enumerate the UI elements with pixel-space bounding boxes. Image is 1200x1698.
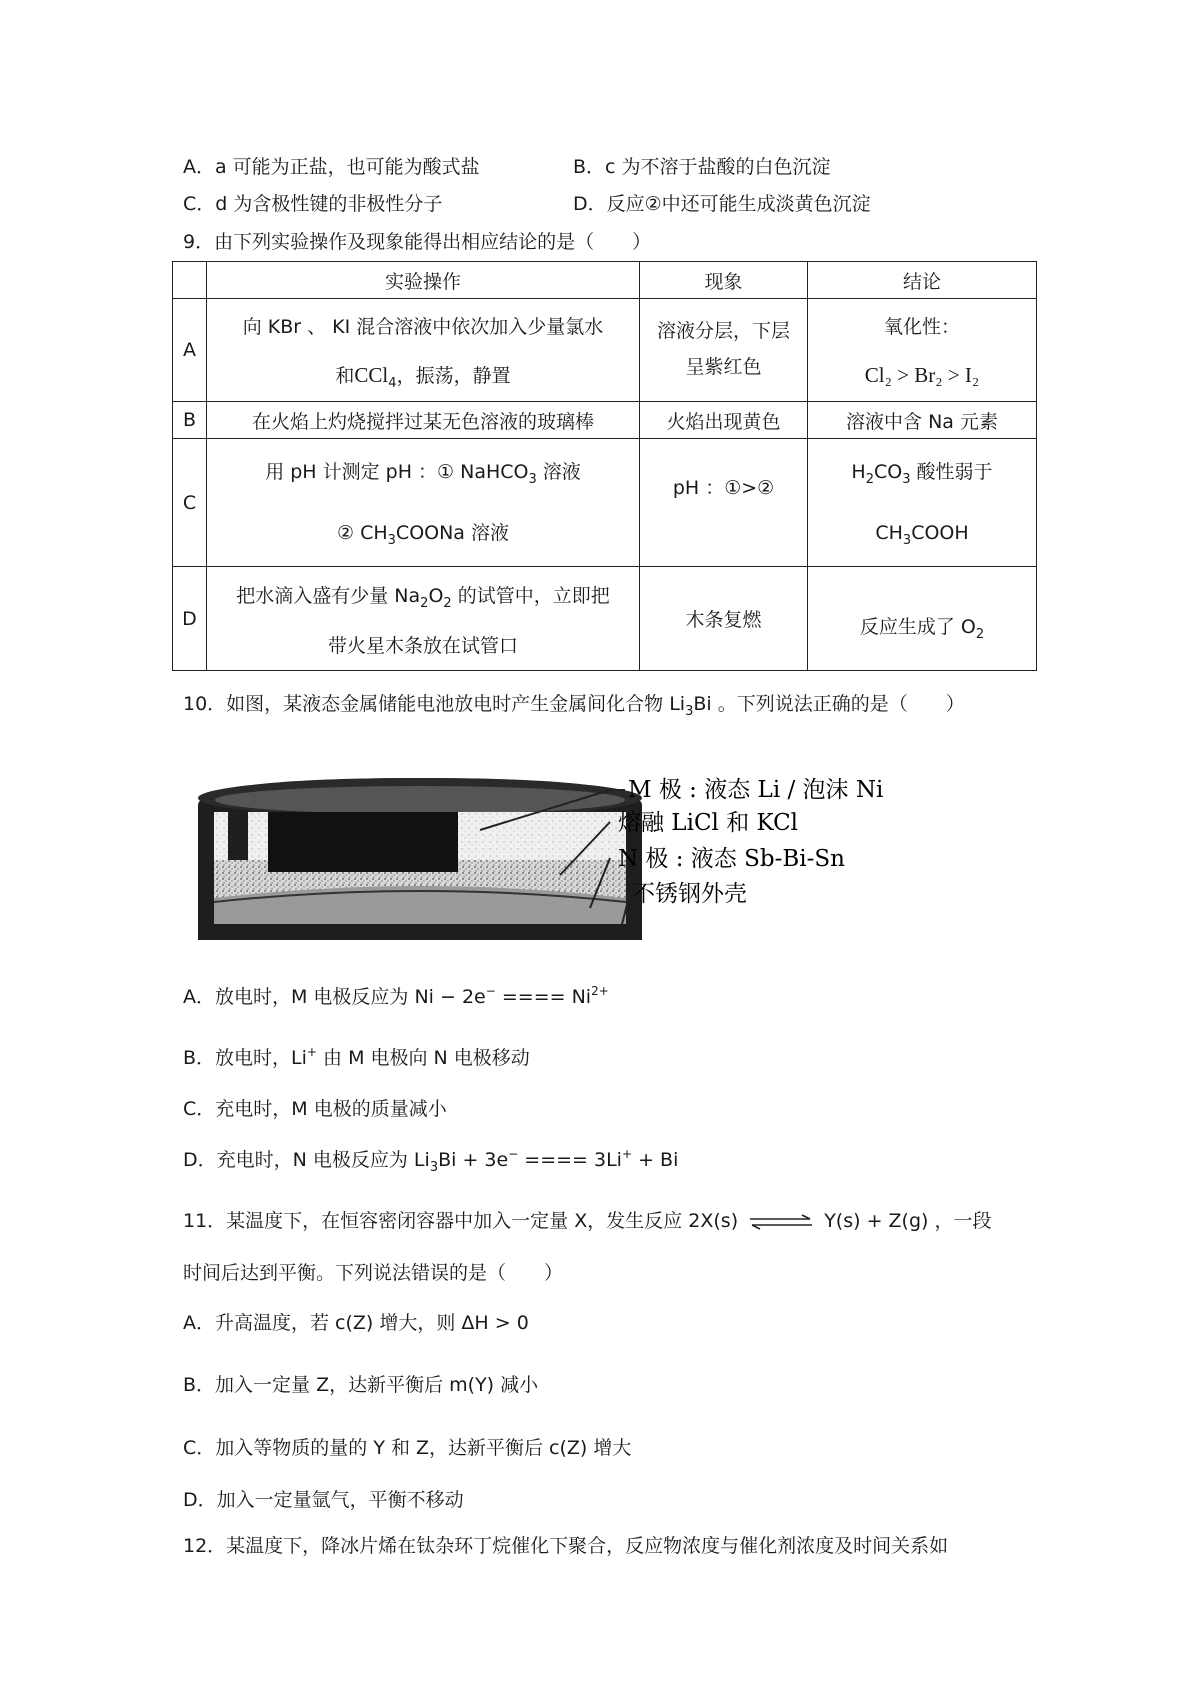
q11-stem-line-2: 时间后达到平衡。下列说法错误的是（ ） <box>183 1262 564 1284</box>
q8-option-b: B．c 为不溶于盐酸的白色沉淀 <box>573 156 831 178</box>
table-row <box>173 439 1037 567</box>
q11-option-c: C．加入等物质的量的 Y 和 Z，达新平衡后 c(Z) 增大 <box>183 1437 632 1459</box>
table-header-blank <box>173 262 207 299</box>
table-header-operation: 实验操作 <box>207 262 640 299</box>
q9-stem: 9．由下列实验操作及现象能得出相应结论的是（ ） <box>183 231 652 253</box>
operation-cell <box>207 567 640 671</box>
operation-line-1: 用 pH 计测定 pH ：① NaHCO$_3$ 溶液 <box>265 460 581 487</box>
q11-stem-line-1: 11．某温度下，在恒容密闭容器中加入一定量 X，发生反应 2X(s) Y(s) + Z(g) ，一段 <box>183 1210 992 1232</box>
q8-option-a: A．a 可能为正盐，也可能为酸式盐 <box>183 156 480 178</box>
q11-option-b: B．加入一定量 Z，达新平衡后 m(Y) 减小 <box>183 1374 539 1396</box>
m-electrode <box>268 812 458 872</box>
q11-option-d: D．加入一定量氩气，平衡不移动 <box>183 1489 464 1511</box>
operation-cell: 在火焰上灼烧搅拌过某无色溶液的玻璃棒 <box>207 402 640 439</box>
row-label: D <box>173 567 207 671</box>
label-molten-salt: 熔融 LiCl 和 KCl <box>618 810 799 836</box>
q12-stem: 12．某温度下，降冰片烯在钛杂环丁烷催化下聚合，反应物浓度与催化剂浓度及时间关系如 <box>183 1535 949 1557</box>
label-n-electrode: N 极 : 液态 Sb-Bi-Sn <box>618 846 845 872</box>
q10-option-c: C．充电时，M 电极的质量减小 <box>183 1098 447 1120</box>
q8-option-c: C．d 为含极性键的非极性分子 <box>183 193 443 215</box>
operation-cell <box>207 299 640 402</box>
conclusion-cell: 溶液中含 Na 元素 <box>808 402 1037 439</box>
operation-line-1: 向 KBr 、 KI 混合溶液中依次加入少量氯水 <box>242 315 604 338</box>
experiment-table <box>172 261 1037 671</box>
phenomenon-cell: 木条复燃 <box>640 567 808 671</box>
q10-stem: 10．如图，某液态金属储能电池放电时产生金属间化合物 $Li_3Bi$ 。下列说法正确的是（ ） <box>183 693 965 719</box>
q10-option-b: B．放电时，Li+ 由 M 电极向 N 电极移动 <box>183 1045 530 1069</box>
equilibrium-arrow-icon <box>748 1214 814 1230</box>
operation-cell <box>207 439 640 567</box>
operation-line-1: 把水滴入盛有少量 $Na_2O_2$ 的试管中，立即把 <box>236 584 610 611</box>
table-row <box>173 402 1037 439</box>
phenomenon-cell: 溶液分层，下层 呈紫红色 <box>640 299 808 402</box>
label-m-electrode: M 极 : 液态 Li / 泡沫 Ni <box>628 777 884 803</box>
row-label: B <box>173 402 207 439</box>
row-label: A <box>173 299 207 402</box>
table-row <box>173 299 1037 402</box>
label-shell: 不锈钢外壳 <box>632 881 747 907</box>
battery-figure <box>180 770 884 955</box>
q10-option-a: A．放电时，M 电极反应为 Ni − 2e− ==== $Ni^{2+}$ <box>183 984 609 1008</box>
operation-line-2: 和CCl$_4$，振荡，静置 <box>335 362 511 391</box>
q10-option-d: D．充电时，N 电极反应为 $Li_3Bi + 3e^-$ ==== 3Li+ + Bi <box>183 1147 679 1175</box>
table-row <box>173 567 1037 671</box>
conclusion-cell: 氧化性： Cl₂ > Br₂ > I₂ <box>808 299 1037 402</box>
phenomenon-cell: 火焰出现黄色 <box>640 402 808 439</box>
conclusion-cell: $H_2CO_3$ 酸性弱于 $CH_3COOH$ <box>808 439 1037 567</box>
operation-line-2: ② $CH_3COONa$ 溶液 <box>337 521 509 548</box>
phenomenon-cell: pH ：①>② <box>640 439 808 567</box>
row-label: C <box>173 439 207 567</box>
table-header-conclusion: 结论 <box>808 262 1037 299</box>
conclusion-cell: 反应生成了 $O_2$ <box>808 567 1037 671</box>
table-header-phenomenon: 现象 <box>640 262 808 299</box>
table-header-row <box>173 262 1037 299</box>
q8-option-d: D．反应②中还可能生成淡黄色沉淀 <box>573 193 871 215</box>
q11-option-a: A．升高温度，若 c(Z) 增大，则 ΔH > 0 <box>183 1312 529 1334</box>
operation-line-2: 带火星木条放在试管口 <box>327 634 518 657</box>
